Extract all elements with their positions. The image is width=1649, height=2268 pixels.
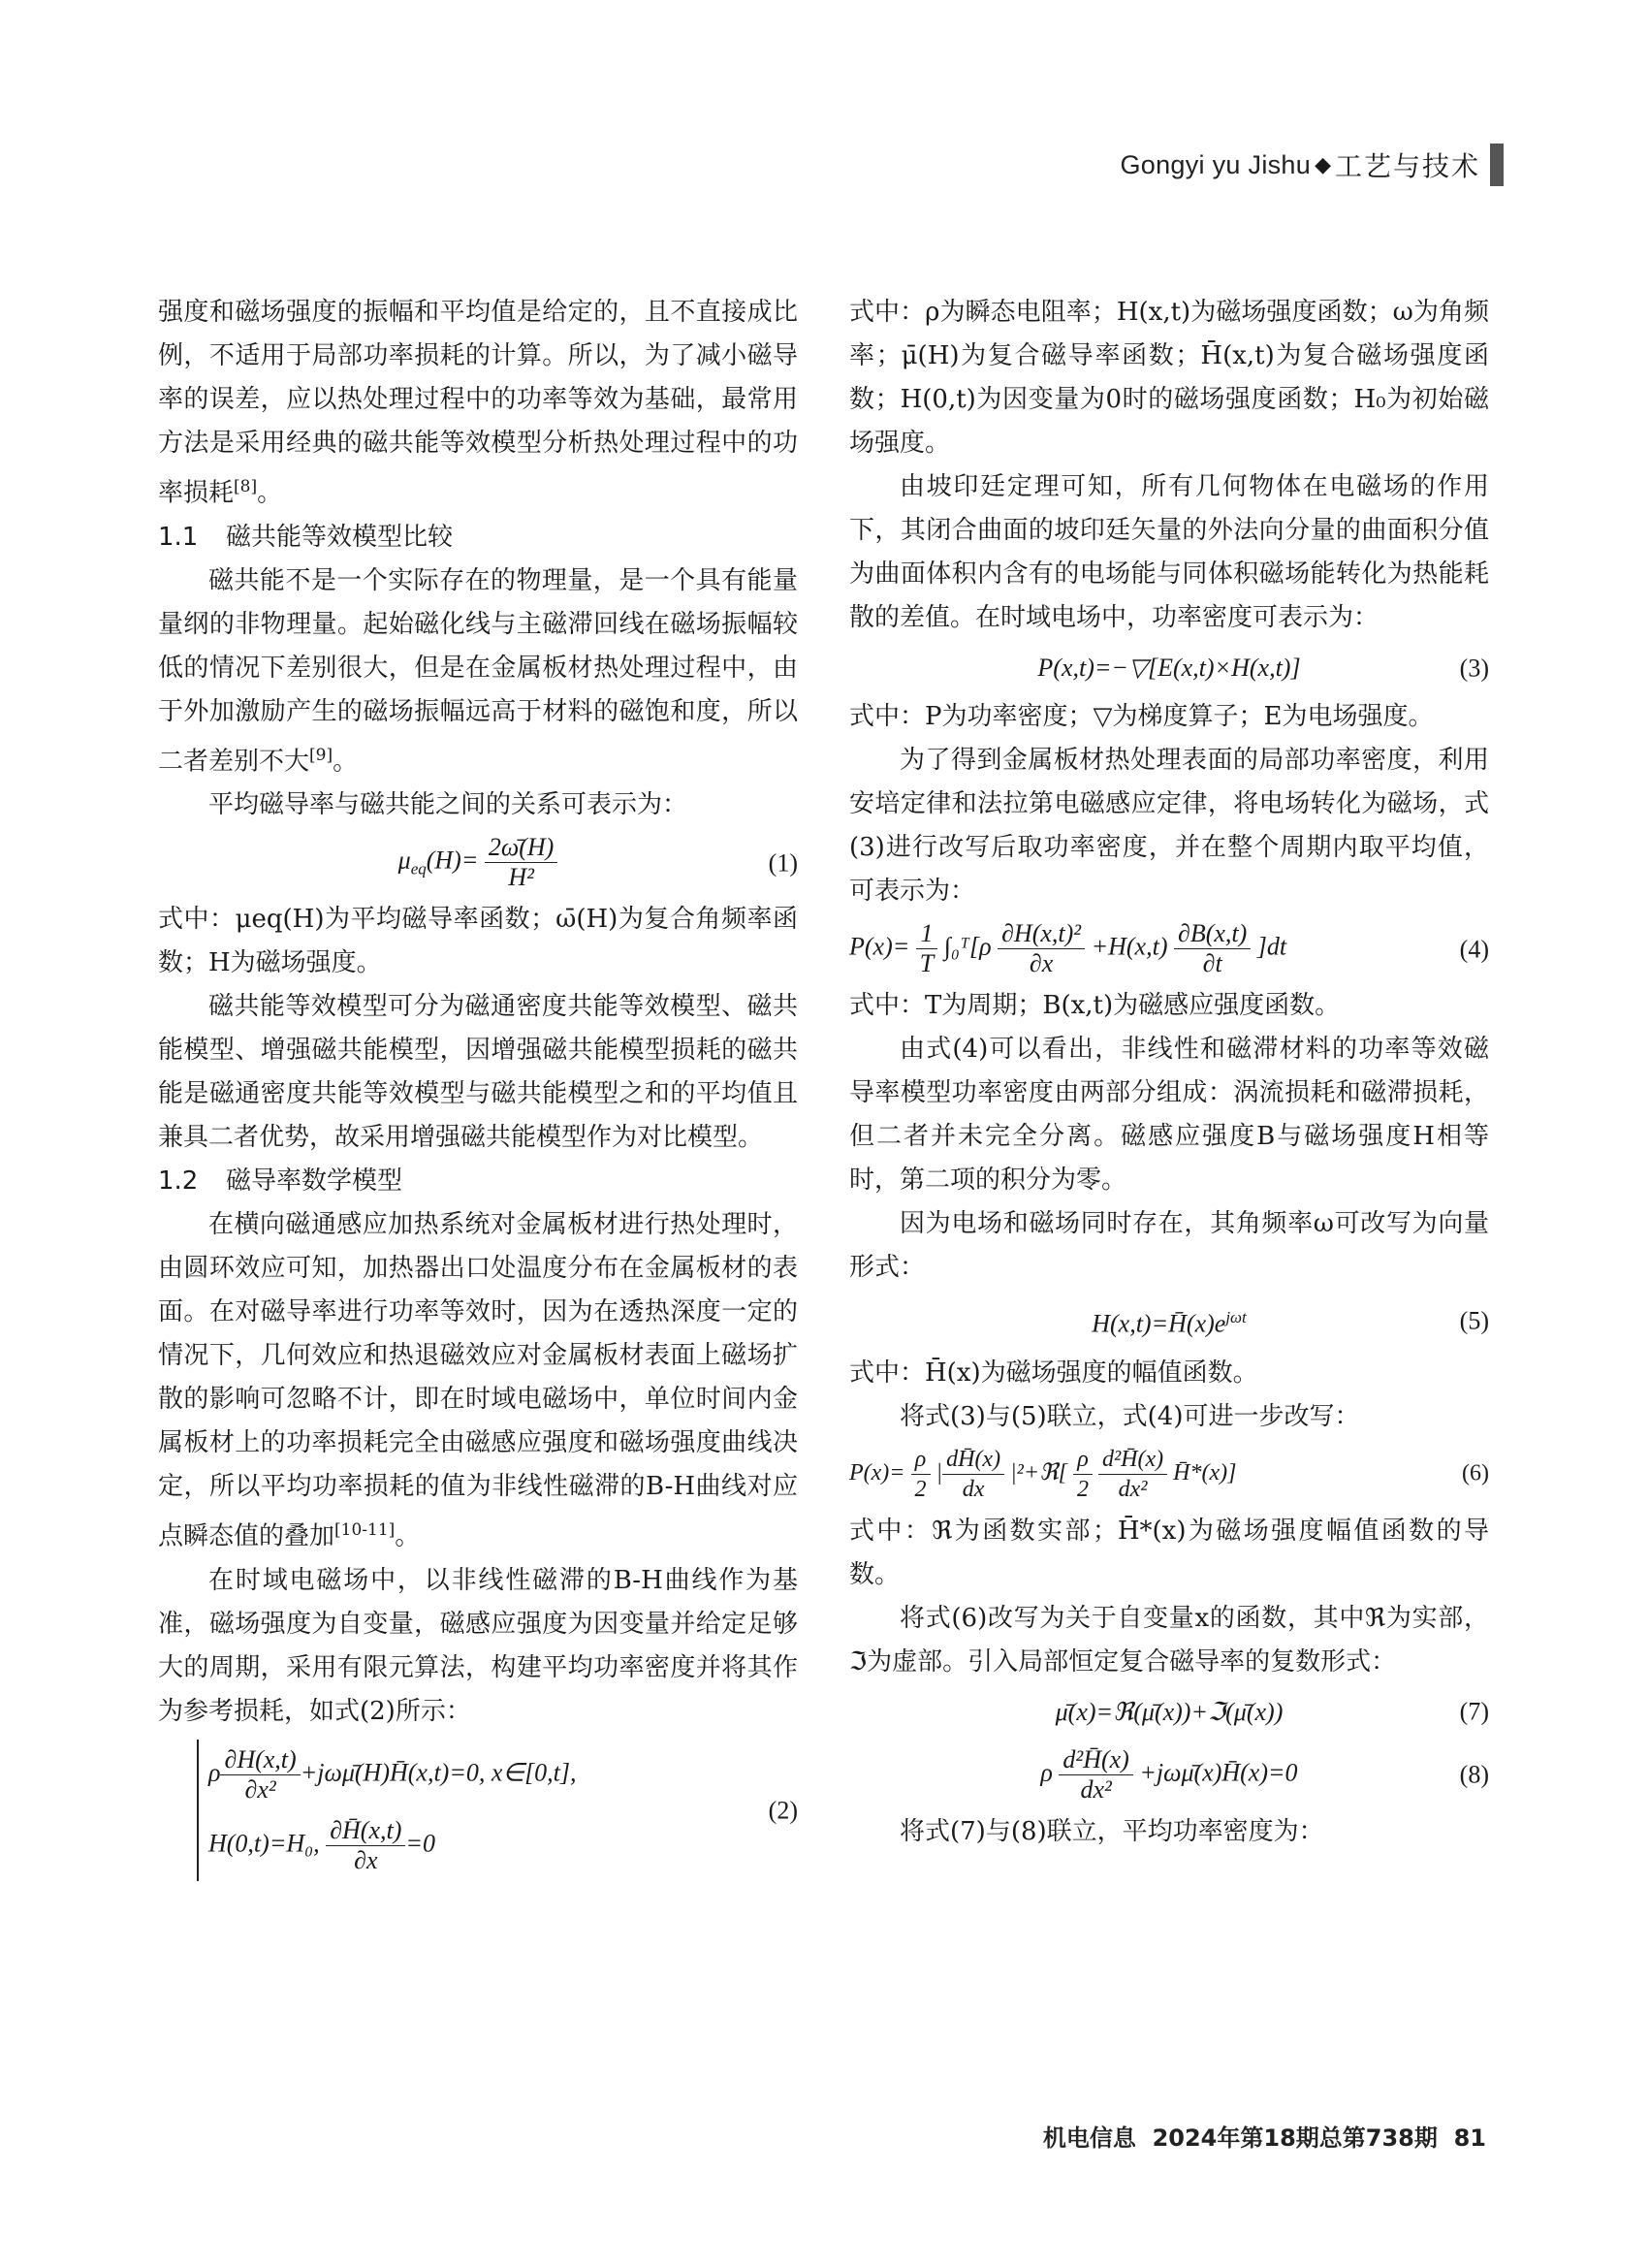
equation-number: (6): [1462, 1460, 1489, 1486]
paragraph: 式中：H̄(x)为磁场强度的幅值函数。: [849, 1358, 1258, 1388]
header-column-title: 工艺与技术: [1334, 150, 1480, 182]
paragraph: 式中：ℜ为函数实部；H̄*(x)为磁场强度幅值函数的导数。: [849, 1516, 1489, 1589]
paragraph: 将式(3)与(5)联立，式(4)可进一步改写：: [900, 1401, 1360, 1431]
paragraph: 磁共能不是一个实际存在的物理量，是一个具有能量量纲的非物理量。起始磁化线与主磁滞回线在磁场振幅较低的情况下差别很大，但是在金属板材热处理过程中，由于外加激励产生的磁场振幅远高于材料的磁饱和度，所以二者差别不大[9]。: [158, 565, 798, 777]
paragraph: 因为电场和磁场同时存在，其角频率ω可改写为向量形式：: [849, 1209, 1489, 1282]
paragraph: 式中：μeq(H)为平均磁导率函数；ω̄(H)为复合角频率函数；H为磁场强度。: [158, 905, 798, 978]
paragraph: 将式(7)与(8)联立，平均功率密度为：: [900, 1816, 1324, 1846]
header-pinyin: Gongyi yu Jishu: [1120, 149, 1312, 179]
header-bar-decoration: [1490, 144, 1504, 186]
section-heading-1-2: 1.2 磁导率数学模型: [158, 1166, 403, 1197]
equation-7: μ̄(x)=ℜ(μ̄(x))+ℑ(μ̄(x)) (7): [849, 1684, 1489, 1740]
paragraph: 磁共能等效模型可分为磁通密度共能等效模型、磁共能模型、增强磁共能模型，因增强磁共能模型损耗的磁共能是磁通密度共能等效模型与磁共能模型之和的平均值且兼具二者优势，故采用增强磁共能模型作为对比模型。: [158, 992, 798, 1153]
paragraph: 式中：P为功率密度；▽为梯度算子；E为电场强度。: [849, 702, 1434, 731]
paragraph: 将式(6)改写为关于自变量x的函数，其中ℜ为实部，ℑ为虚部。引入局部恒定复合磁导率的复数形式：: [849, 1603, 1489, 1677]
right-column: [849, 291, 1489, 1854]
equation-8: ρ $\frac{\text{d²H̄(x)}}{\text{dx²}}$ +jωμ̄(x)H̄(x)=0 (8): [1040, 1744, 1489, 1804]
paragraph: 平均磁导率与磁共能之间的关系可表示为：: [208, 790, 688, 820]
equation-3: P(x,t)=−▽[E(x,t)×H(x,t)] (3): [849, 640, 1489, 695]
paragraph: 式中：ρ为瞬态电阻率；H(x,t)为磁场强度函数；ω为角频率；μ̄(H)为复合磁导率函数；H̄(x,t)为复合磁场强度函数；H(0,t)为因变量为0时的磁场强度函数；H₀为初始磁场强度。: [849, 298, 1489, 458]
equation-number: (2): [768, 1796, 798, 1825]
left-column: [158, 291, 798, 1887]
paragraph: 式中：T为周期；B(x,t)为磁感应强度函数。: [849, 991, 1341, 1020]
diamond-icon: ◆: [1315, 152, 1331, 177]
paragraph: 由式(4)可以看出，非线性和磁滞材料的功率等效磁导率模型功率密度由两部分组成：涡流损耗和磁滞损耗，但二者并未完全分离。磁感应强度B与磁场强度H相等时，第二项的积分为零。: [849, 1035, 1489, 1195]
equation-number: (4): [1459, 935, 1489, 963]
equation-number: (5): [1459, 1306, 1489, 1335]
paragraph: 强度和磁场强度的振幅和平均值是给定的，且不直接成比例，不适用于局部功率损耗的计算。所以，为了减小磁导率的误差，应以热处理过程中的功率等效为基础，最常用方法是采用经典的磁共能等效模型分析热处理过程中的功率损耗[8]。: [158, 298, 798, 508]
equation-6: P(x)= $\frac{\rho}{2}$ | $\frac{dH̄(x)}{dx}$ |²+ℜ[ $\frac{\rho}{2}$ $\frac{\text{d²H̄(x)}}{\text{dx²}}$ H̄*(x)] (6): [849, 1446, 1489, 1502]
equation-number: (1): [768, 848, 798, 878]
paragraph: 由坡印廷定理可知，所有几何物体在电磁场的作用下，其闭合曲面的坡印廷矢量的外法向分量的曲面积分值为曲面体积内含有的电场能与同体积磁场能转化为热能耗散的差值。在时域电场中，功率密度可表示为：: [849, 472, 1489, 632]
equation-number: (7): [1459, 1697, 1489, 1726]
running-header: [1120, 144, 1504, 186]
equation-2: ρ $\frac{\partial H(x,t)}{\text{∂x²}}$ +jωμ̄(H)H̄(x,t)=0, x∈[0,t], H(0,t)=H₀, $\frac{\partial H̄(x,t)}{\partial x}$ =0 (2): [158, 1734, 798, 1887]
section-heading-1-1: 1.1 磁共能等效模型比较: [158, 522, 454, 552]
paragraph: 在横向磁通感应加热系统对金属板材进行热处理时，由圆环效应可知，加热器出口处温度分布在金属板材的表面。在对磁导率进行功率等效时，因为在透热深度一定的情况下，几何效应和热退磁效应对金属板材表面上磁场扩散的影响可忽略不计，即在时域电磁场中，单位时间内金属板材上的功率损耗完全由磁感应强度和磁场强度曲线决定，所以平均功率损耗的值为非线性磁滞的B-H曲线对应点瞬态值的叠加[10-11]。: [158, 1210, 798, 1551]
equation-4: P(x)= $\frac{1}{T}$ ∫₀ᵀ[ρ $\frac{\text{∂H(x,t)²}}{\partial x}$ +H(x,t) $\frac{\partial B(x,t)}{\partial t}$ ]dt (4): [849, 919, 1489, 977]
paragraph: 为了得到金属板材热处理表面的局部功率密度，利用安培定律和法拉第电磁感应定律，将电场转化为磁场，式(3)进行改写后取功率密度，并在整个周期内取平均值，可表示为：: [849, 746, 1489, 906]
equation-number: (3): [1459, 654, 1489, 682]
paragraph: 在时域电磁场中，以非线性磁滞的B-H曲线作为基准，磁场强度为自变量，磁感应强度为因变量并给定足够大的周期，采用有限元算法，构建平均功率密度并将其作为参考损耗，如式(2)所示：: [158, 1565, 798, 1726]
equation-1: $\mu_{eq}(H)=$ $\frac{2\omegā(H)}{\text{H²}}$ (1): [397, 833, 798, 892]
equation-number: (8): [1459, 1760, 1489, 1789]
page-footer: 机电信息 2024年第18期总第738期 81: [1042, 2124, 1486, 2152]
equation-5: $H(x,t)=H̄(x)e^{j\omega t}$ (5): [849, 1290, 1489, 1352]
